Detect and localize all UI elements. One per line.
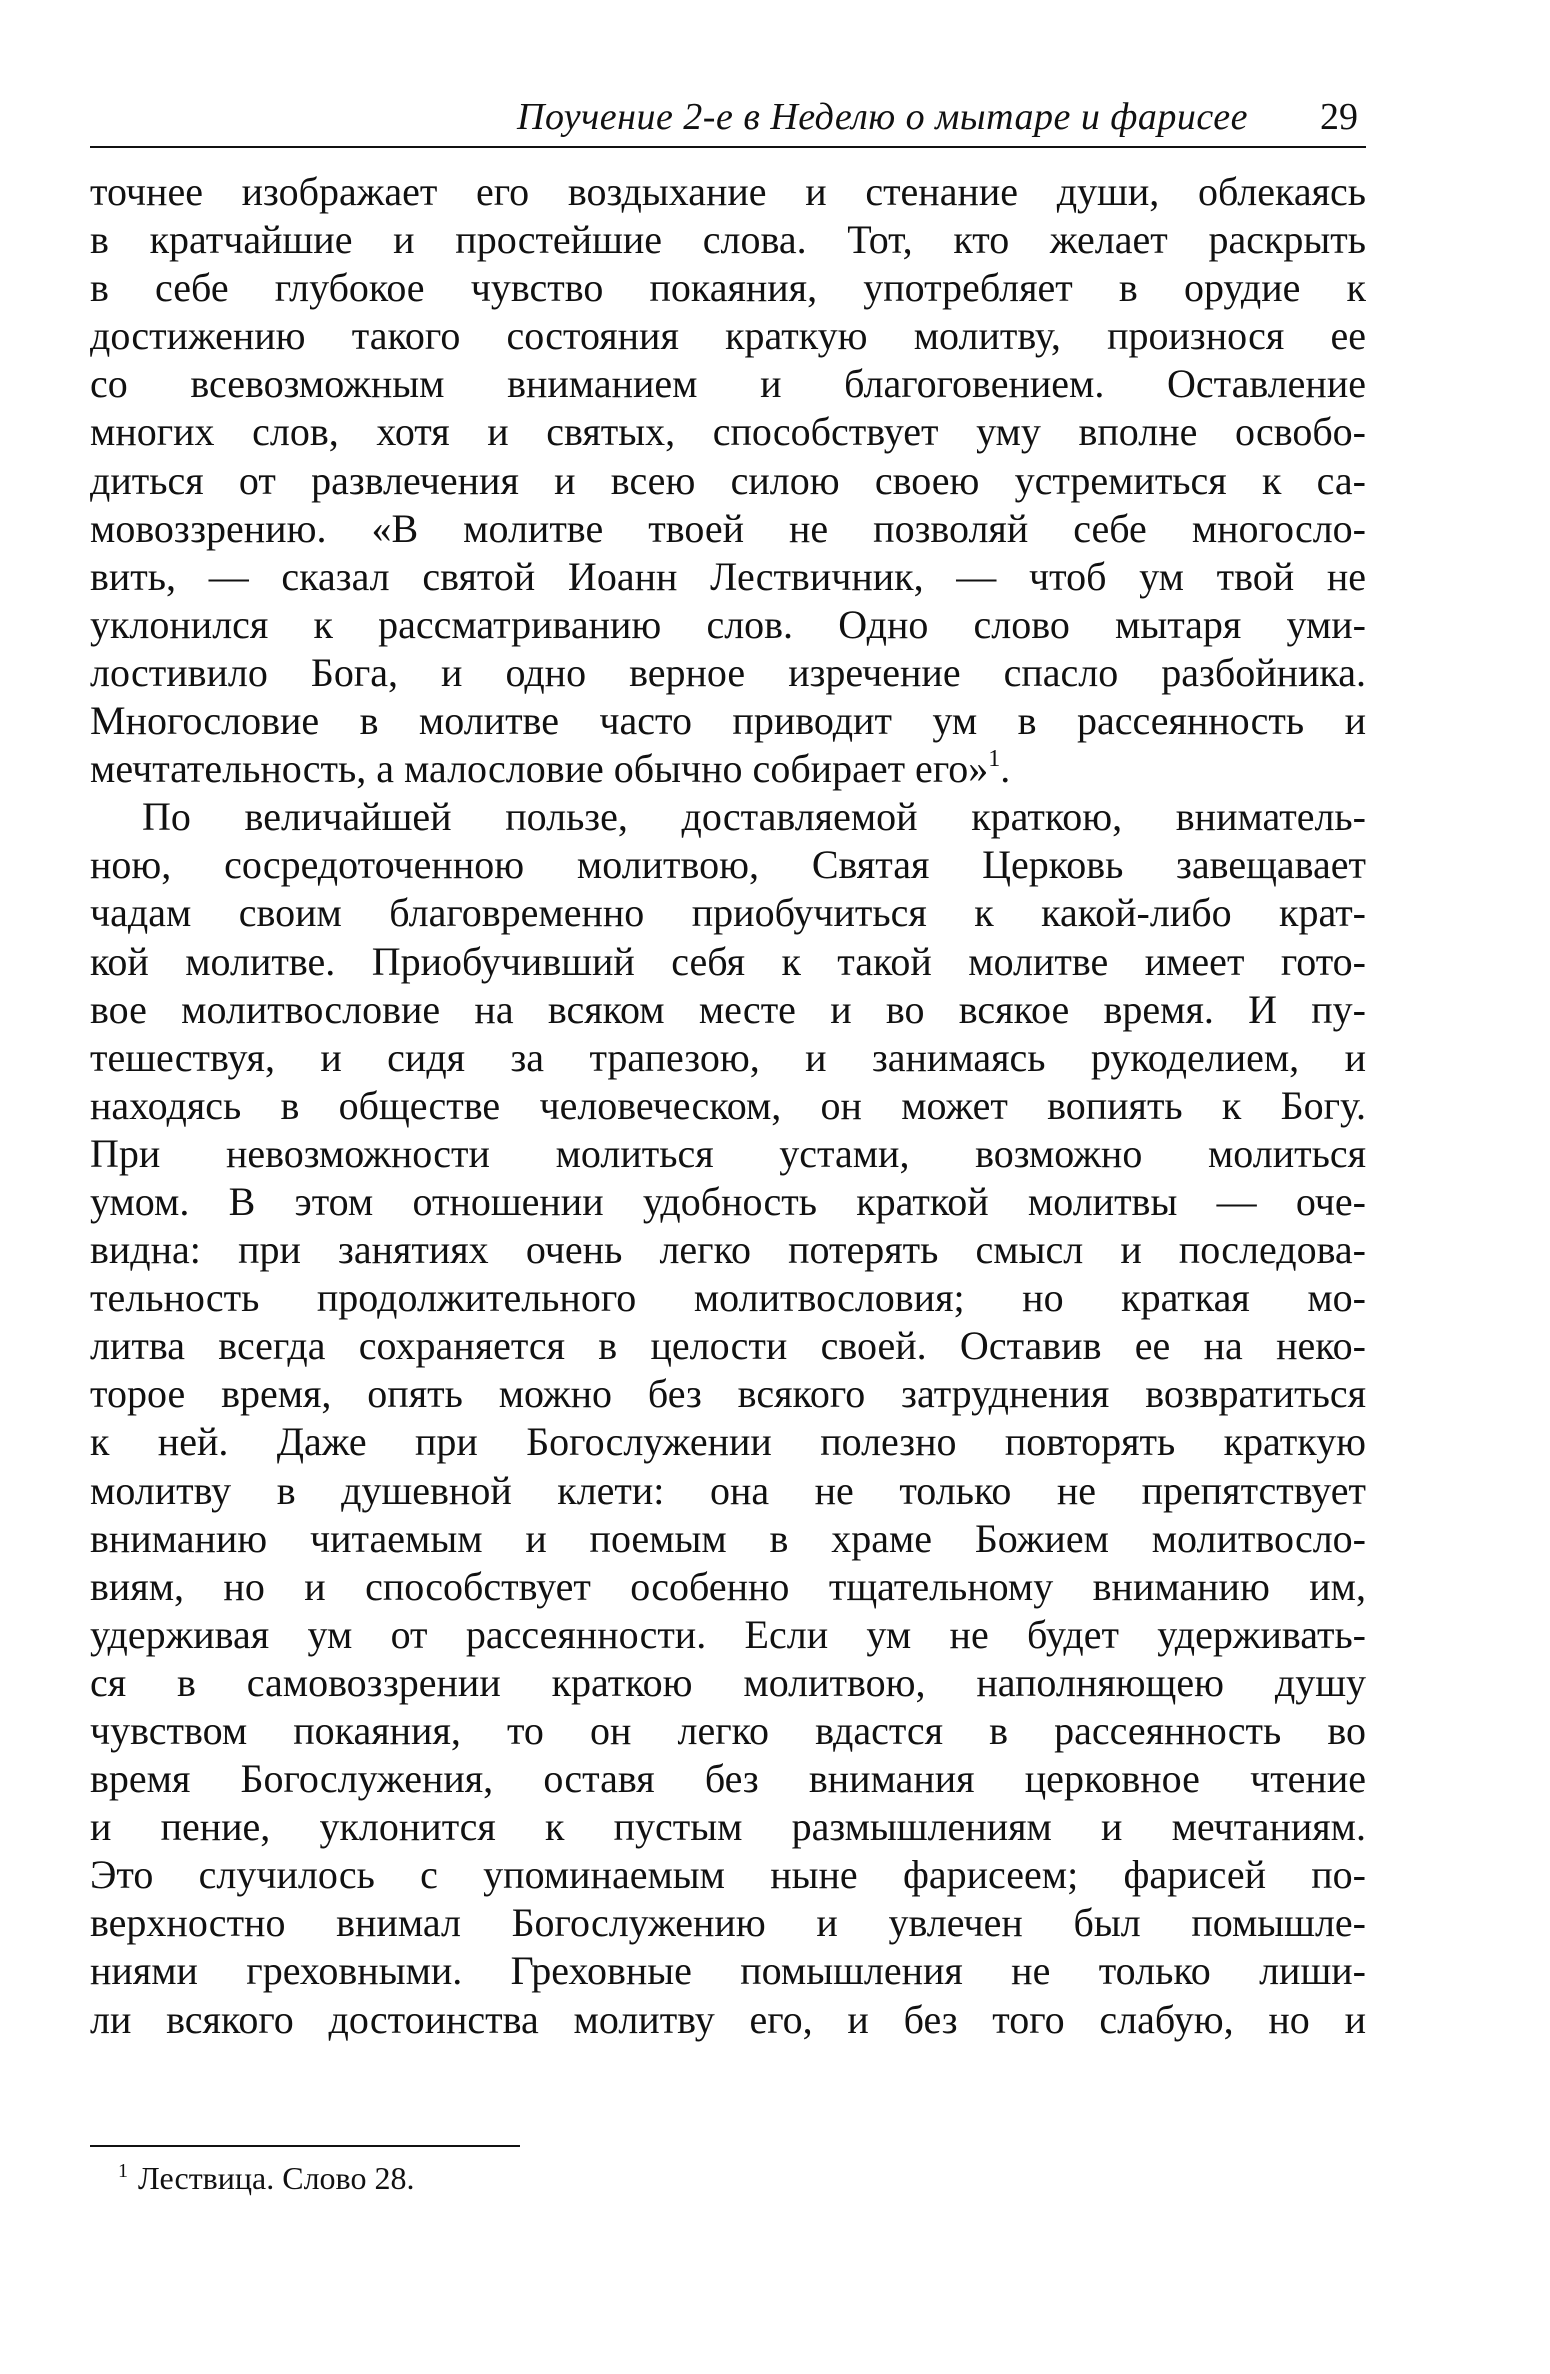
text-line: и пение, уклонится к пустым размышлениям и мечтаниям. — [90, 1804, 1366, 1850]
text-line: ниями греховными. Греховные помышления не только лиши- — [90, 1948, 1366, 1994]
text-line: виям, но и способствует особенно тщательному вниманию им, — [90, 1563, 1366, 1609]
text-line-with-footnote: мечтательность, а малословие обычно собирает его»$^1$. — [90, 746, 1011, 792]
text-line: лостивило Бога, и одно верное изречение спасло разбойника. — [90, 649, 1366, 695]
text-line-indented: По величайшей пользе, доставляемой краткою, вниматель- — [142, 794, 1366, 840]
text-line: со всевозможным вниманием и благоговением. Оставление — [90, 361, 1366, 407]
footnote-text: Лествица. Слово 28. — [138, 2160, 415, 2196]
text-line: видна: при занятиях очень легко потерять смысл и последова- — [90, 1227, 1366, 1273]
text-line: находясь в обществе человеческом, он может вопиять к Богу. — [90, 1082, 1366, 1128]
text-line: тешествуя, и сидя за трапезою, и занимаясь рукоделием, и — [90, 1034, 1366, 1080]
text-line: достижению такого состояния краткую молитву, произнося ее — [90, 313, 1366, 359]
text-line: удерживая ум от рассеянности. Если ум не будет удерживать- — [90, 1611, 1366, 1657]
page-number: 29 — [1320, 96, 1358, 138]
text-line: При невозможности молиться устами, возможно молиться — [90, 1130, 1366, 1176]
text-line: торое время, опять можно без всякого затруднения возвратиться — [90, 1371, 1366, 1417]
text-line: умом. В этом отношении удобность краткой молитвы — оче- — [90, 1178, 1366, 1224]
footnote — [118, 2158, 414, 2198]
header-rule — [90, 146, 1366, 148]
text-line: к ней. Даже при Богослужении полезно повторять краткую — [90, 1419, 1366, 1465]
text-line: точнее изображает его воздыхание и стенание души, облекаясь — [90, 169, 1366, 214]
text-line: ся в самовоззрении краткою молитвою, наполняющею душу — [90, 1659, 1366, 1705]
text-line: кой молитве. Приобучивший себя к такой молитве имеет гото- — [90, 938, 1366, 984]
text-line: вить, — сказал святой Иоанн Лествичник, — чтоб ум твой не — [90, 553, 1366, 599]
text-line: многих слов, хотя и святых, способствует уму вполне освобо- — [90, 409, 1366, 455]
text-line: диться от развлечения и всею силою своею устремиться к са- — [90, 457, 1366, 503]
footnote-reference: 1 — [988, 746, 1001, 773]
text-line: вниманию читаемым и поемым в храме Божием молитвосло- — [90, 1515, 1366, 1561]
text-line: чадам своим благовременно приобучиться к какой-либо крат- — [90, 890, 1366, 936]
text-line: верхностно внимал Богослужению и увлечен был помышле- — [90, 1900, 1366, 1946]
text-line: мовоззрению. «В молитве твоей не позволяй себе многосло- — [90, 505, 1366, 551]
footnote-marker: 1 — [118, 2160, 128, 2182]
running-title: Поучение 2-е в Неделю о мытаре и фарисее — [517, 96, 1248, 138]
text-line: время Богослужения, оставя без внимания церковное чтение — [90, 1756, 1366, 1802]
text-line: чувством покаяния, то он легко вдастся в рассеянность во — [90, 1708, 1366, 1753]
text-line: уклонился к рассматриванию слов. Одно слово мытаря уми- — [90, 601, 1366, 647]
text-line: в себе глубокое чувство покаяния, употребляет в орудие к — [90, 265, 1366, 311]
body-text — [90, 168, 1366, 2044]
text-line: Это случилось с упоминаемым ныне фарисеем; фарисей по- — [90, 1852, 1366, 1898]
text-line: ною, сосредоточенною молитвою, Святая Церковь завещавает — [90, 842, 1366, 888]
text-line: ли всякого достоинства молитву его, и без того слабую, но и — [90, 1996, 1366, 2042]
text-line: в кратчайшие и простейшие слова. Тот, кто желает раскрыть — [90, 217, 1366, 263]
text-line: молитву в душевной клети: она не только не препятствует — [90, 1467, 1366, 1513]
text-line: Многословие в молитве часто приводит ум в рассеянность и — [90, 698, 1366, 744]
text-line-content: мечтательность, а малословие обычно собирает его» — [90, 746, 989, 792]
text-line: литва всегда сохраняется в целости своей. Оставив ее на неко- — [90, 1323, 1366, 1369]
running-header — [90, 88, 1366, 146]
text-line: вое молитвословие на всяком месте и во всякое время. И пу- — [90, 986, 1366, 1032]
footnote-rule — [90, 2145, 520, 2147]
text-line: тельность продолжительного молитвословия; но краткая мо- — [90, 1275, 1366, 1321]
